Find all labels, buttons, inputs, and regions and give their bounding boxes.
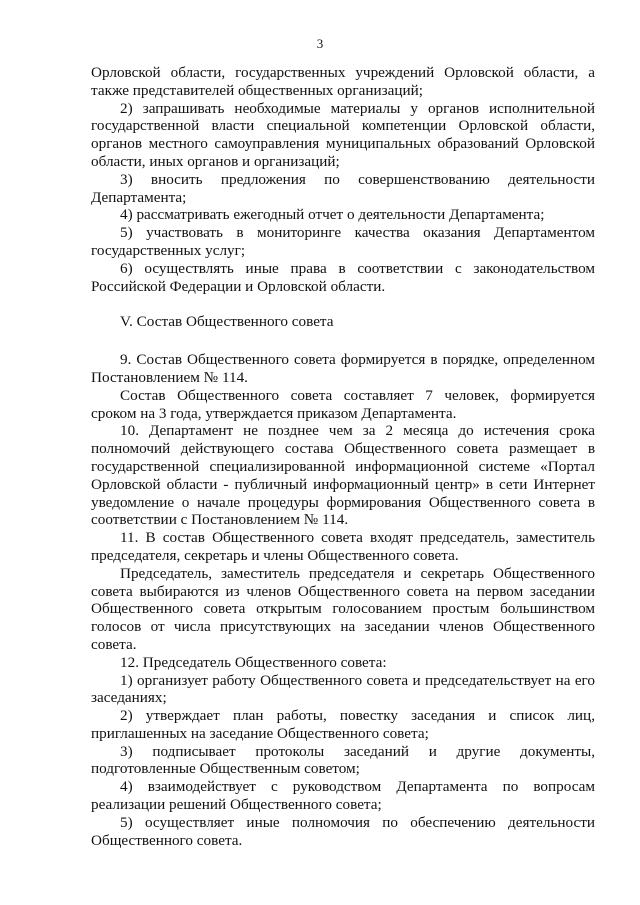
paragraph: Председатель, заместитель председателя и секретарь Общественного совета выбираются из членов Общественного совета на первом заседании Общественного совета открытым голосованием простым большинством голосов от числа присутствующих на заседании членов Общественного совета. xyxy=(91,564,595,653)
paragraph: 11. В состав Общественного совета входят председатель, заместитель председателя, секретарь и члены Общественного совета. xyxy=(91,529,595,564)
paragraph: 3) вносить предложения по совершенствованию деятельности Департамента; xyxy=(91,170,595,206)
paragraph: 4) взаимодействует с руководством Департамента по вопросам реализации решений Общественного совета; xyxy=(91,778,595,814)
page-number: 3 xyxy=(316,36,324,51)
paragraph: 5) участвовать в мониторинге качества оказания Департаментом государственных услуг; xyxy=(91,224,595,259)
section-heading: V. Состав Общественного совета xyxy=(120,313,334,331)
paragraph: 10. Департамент не позднее чем за 2 месяца до истечения срока полномочий действующего состава Общественного совета размещает в государственной специализированной информационной системе «Портал Орловской области - публичный информационный центр» в сети Интернет уведомление о начале процедуры формирования Общественного совета в соответствии с Постановлением № 114. xyxy=(91,422,595,529)
paragraph: Орловской области, государственных учреждений Орловской области, а также представителей общественных организаций; xyxy=(91,64,595,99)
paragraph: 1) организует работу Общественного совета и председательствует на его заседаниях; xyxy=(91,671,595,707)
paragraph: 12. Председатель Общественного совета: xyxy=(120,653,387,671)
paragraph: 5) осуществляет иные полномочия по обеспечению деятельности Общественного совета. xyxy=(91,813,595,849)
paragraph: 9. Состав Общественного совета формируется в порядке, определенном Постановлением № 114. xyxy=(91,351,595,386)
document-body xyxy=(91,64,595,849)
paragraph: 4) рассматривать ежегодный отчет о деятельности Департамента; xyxy=(120,206,545,224)
paragraph: Состав Общественного совета составляет 7 человек, формируется сроком на 3 года, утверждается приказом Департамента. xyxy=(91,386,595,422)
paragraph: 3) подписывает протоколы заседаний и другие документы, подготовленные Общественным советом; xyxy=(91,742,595,778)
paragraph: 2) запрашивать необходимые материалы у органов исполнительной государственной власти специальной компетенции Орловской области, органов местного самоуправления муниципальных образований Орловской области, иных органов и организаций; xyxy=(91,99,595,170)
paragraph: 6) осуществлять иные права в соответствии с законодательством Российской Федерации и Орловской области. xyxy=(91,259,595,295)
paragraph: 2) утверждает план работы, повестку заседания и список лиц, приглашенных на заседание Общественного совета; xyxy=(91,707,595,742)
